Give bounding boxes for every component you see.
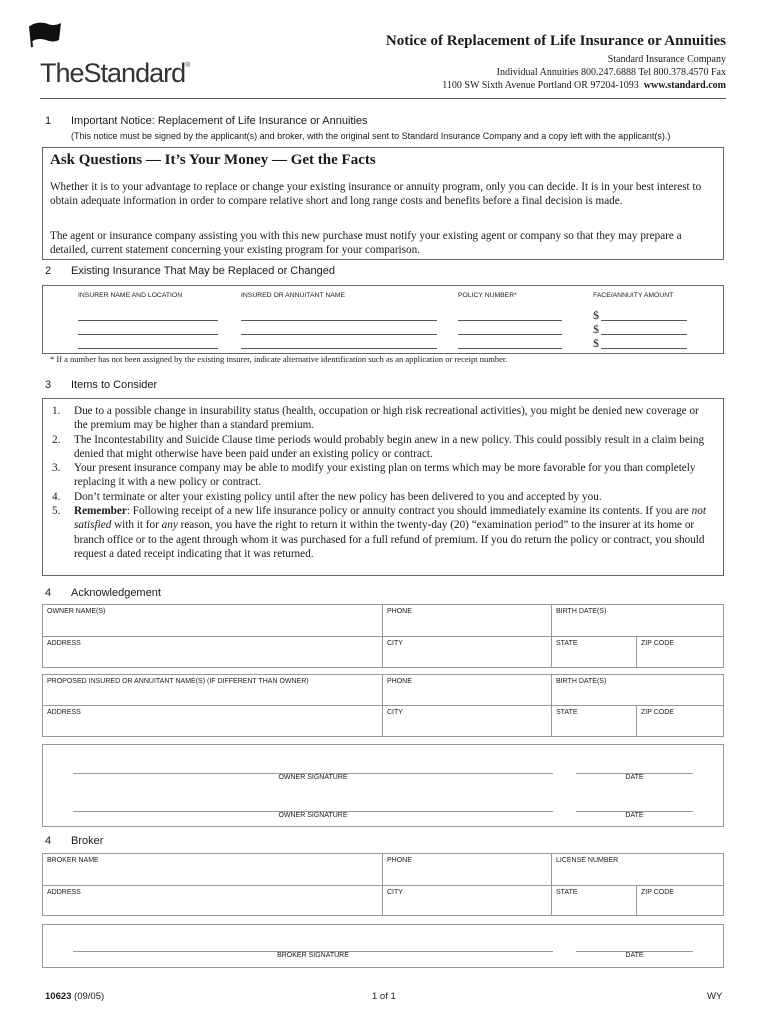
broker-license-field[interactable]: LICENSE NUMBER	[552, 854, 724, 886]
insured-birth-date-field[interactable]: BIRTH DATE(S)	[552, 675, 724, 706]
flag-logo-icon	[28, 20, 62, 53]
section-title: Broker	[71, 835, 104, 847]
street-address: 1100 SW Sixth Avenue Portland OR 97204-1093	[442, 80, 639, 91]
insured-phone-field[interactable]: PHONE	[383, 675, 552, 706]
owner-zip-field[interactable]: ZIP CODE	[637, 637, 724, 668]
insurer-name-field-3[interactable]	[78, 348, 218, 349]
website-link[interactable]: www.standard.com	[643, 80, 726, 91]
page-title: Notice of Replacement of Life Insurance or Annuities	[385, 33, 726, 49]
date-label: DATE	[625, 952, 644, 959]
section-number: 3	[45, 379, 52, 391]
date-label: DATE	[625, 812, 644, 819]
insured-city-field[interactable]: CITY	[383, 706, 552, 737]
insured-name-field-3[interactable]	[241, 348, 437, 349]
policy-number-field-3[interactable]	[458, 348, 562, 349]
owner-address-field[interactable]: ADDRESS	[43, 637, 383, 668]
broker-state-field[interactable]: STATE	[552, 886, 637, 916]
logo-the: The	[40, 58, 84, 88]
section-number: 4	[45, 587, 52, 599]
insured-address-field[interactable]: ADDRESS	[43, 706, 383, 737]
policy-footnote: * If a number has not been assigned by the existing insurer, indicate alternative identification such as an application or receipt number.	[50, 354, 508, 364]
insured-name-field-1[interactable]	[241, 320, 437, 321]
section-number: 2	[45, 265, 52, 277]
form-number: 10623 (09/05)	[45, 991, 105, 1002]
items-box	[42, 398, 724, 576]
owner-info-grid	[42, 604, 724, 668]
col-insurer-name: INSURER NAME AND LOCATION	[78, 292, 183, 299]
list-item: 5. Remember: Following receipt of a new life insurance policy or annuity contract you should immediately examine its contents. If you are not satisfied with it for any reason, you have the right to return it within the twenty-day (20) “examination period” to the insurer at its home or branch office or to the agent through whom it was purchased for a full refund of premium. If you do return the policy or contract, you should request a dated receipt indicating that it was returned.	[52, 505, 706, 560]
face-amount-field-3[interactable]	[601, 348, 687, 349]
policy-number-field-1[interactable]	[458, 320, 562, 321]
proposed-insured-name-field[interactable]: PROPOSED INSURED OR ANNUITANT NAME(S) (IF DIFFERENT THAN OWNER)	[43, 675, 383, 706]
address-line	[442, 80, 726, 91]
col-face-amount: FACE/ANNUITY AMOUNT	[593, 292, 674, 299]
broker-zip-field[interactable]: ZIP CODE	[637, 886, 724, 916]
broker-phone-field[interactable]: PHONE	[383, 854, 552, 886]
owner-signature-label: OWNER SIGNATURE	[278, 774, 348, 781]
section-title: Acknowledgement	[71, 587, 161, 599]
broker-info-grid	[42, 853, 724, 916]
list-item: 3. Your present insurance company may be able to modify your existing plan on terms which may be more favorable for you than completely replacing it with a new policy or contract.	[52, 462, 696, 489]
facts-paragraph-2: The agent or insurance company assisting you with this new purchase must notify your existing agent or company so that they may prepare a detailed, current statement concerning your existing program for your comparison.	[50, 230, 682, 256]
broker-signature-box	[42, 924, 724, 968]
company-name: Standard Insurance Company	[607, 54, 726, 65]
insured-name-field-2[interactable]	[241, 334, 437, 335]
insured-zip-field[interactable]: ZIP CODE	[637, 706, 724, 737]
dollar-sign: $	[593, 308, 599, 322]
insured-state-field[interactable]: STATE	[552, 706, 637, 737]
proposed-insured-grid	[42, 674, 724, 737]
facts-paragraph-1: Whether it is to your advantage to replace or change your existing insurance or annuity program, only you can decide. It is in your best interest to obtain adequate information in order to compare relative short and long range costs and benefits before a final decision is made.	[50, 181, 702, 207]
owner-name-field[interactable]: OWNER NAME(S)	[43, 605, 383, 637]
page-number: 1 of 1	[372, 991, 396, 1002]
broker-name-field[interactable]: BROKER NAME	[43, 854, 383, 886]
date-label: DATE	[625, 774, 644, 781]
section-number: 1	[45, 115, 52, 127]
header-divider	[40, 98, 726, 99]
dollar-sign: $	[593, 322, 599, 336]
owner-birth-date-field[interactable]: BIRTH DATE(S)	[552, 605, 724, 637]
section-number: 4	[45, 835, 52, 847]
section-title: Important Notice: Replacement of Life Insurance or Annuities	[71, 115, 368, 127]
insurer-name-field-1[interactable]	[78, 320, 218, 321]
annuities-contact: Individual Annuities 800.247.6888 Tel 800.378.4570 Fax	[496, 67, 726, 78]
broker-signature-label: BROKER SIGNATURE	[277, 952, 349, 959]
broker-address-field[interactable]: ADDRESS	[43, 886, 383, 916]
face-amount-field-2[interactable]	[601, 334, 687, 335]
state-code: WY	[707, 991, 723, 1002]
owner-city-field[interactable]: CITY	[383, 637, 552, 668]
owner-signature-box	[42, 744, 724, 827]
section-title: Existing Insurance That May be Replaced or Changed	[71, 265, 335, 277]
registered-mark: ®	[185, 62, 190, 69]
col-insured-name: INSURED OR ANNUITANT NAME	[241, 292, 345, 299]
existing-insurance-box	[42, 285, 724, 354]
owner-signature-label: OWNER SIGNATURE	[278, 812, 348, 819]
policy-number-field-2[interactable]	[458, 334, 562, 335]
owner-phone-field[interactable]: PHONE	[383, 605, 552, 637]
dollar-sign: $	[593, 336, 599, 350]
facts-box	[42, 147, 724, 260]
face-amount-field-1[interactable]	[601, 320, 687, 321]
broker-city-field[interactable]: CITY	[383, 886, 552, 916]
owner-state-field[interactable]: STATE	[552, 637, 637, 668]
section-title: Items to Consider	[71, 379, 158, 391]
list-item: 4. Don’t terminate or alter your existing policy until after the new policy has been delivered to you and accepted by you.	[52, 490, 602, 503]
col-policy-number: POLICY NUMBER*	[458, 292, 517, 299]
facts-heading: Ask Questions — It’s Your Money — Get the Facts	[50, 152, 376, 168]
list-item: 2. The Incontestability and Suicide Clause time periods would probably begin anew in a new policy. This could possibly result in a claim being denied that might otherwise have been paid under an existing policy or contract.	[52, 433, 705, 460]
section-1-subtitle: (This notice must be signed by the applicant(s) and broker, with the original sent to Standard Insurance Company and a copy left with the applicant(s).)	[71, 131, 671, 141]
logo-standard: Standard	[83, 58, 186, 88]
insurer-name-field-2[interactable]	[78, 334, 218, 335]
list-item: 1. Due to a possible change in insurability status (health, occupation or high risk recreational activities), you might be denied new coverage or the premium may be higher than a standard premium.	[52, 405, 699, 432]
company-logo	[40, 58, 189, 89]
